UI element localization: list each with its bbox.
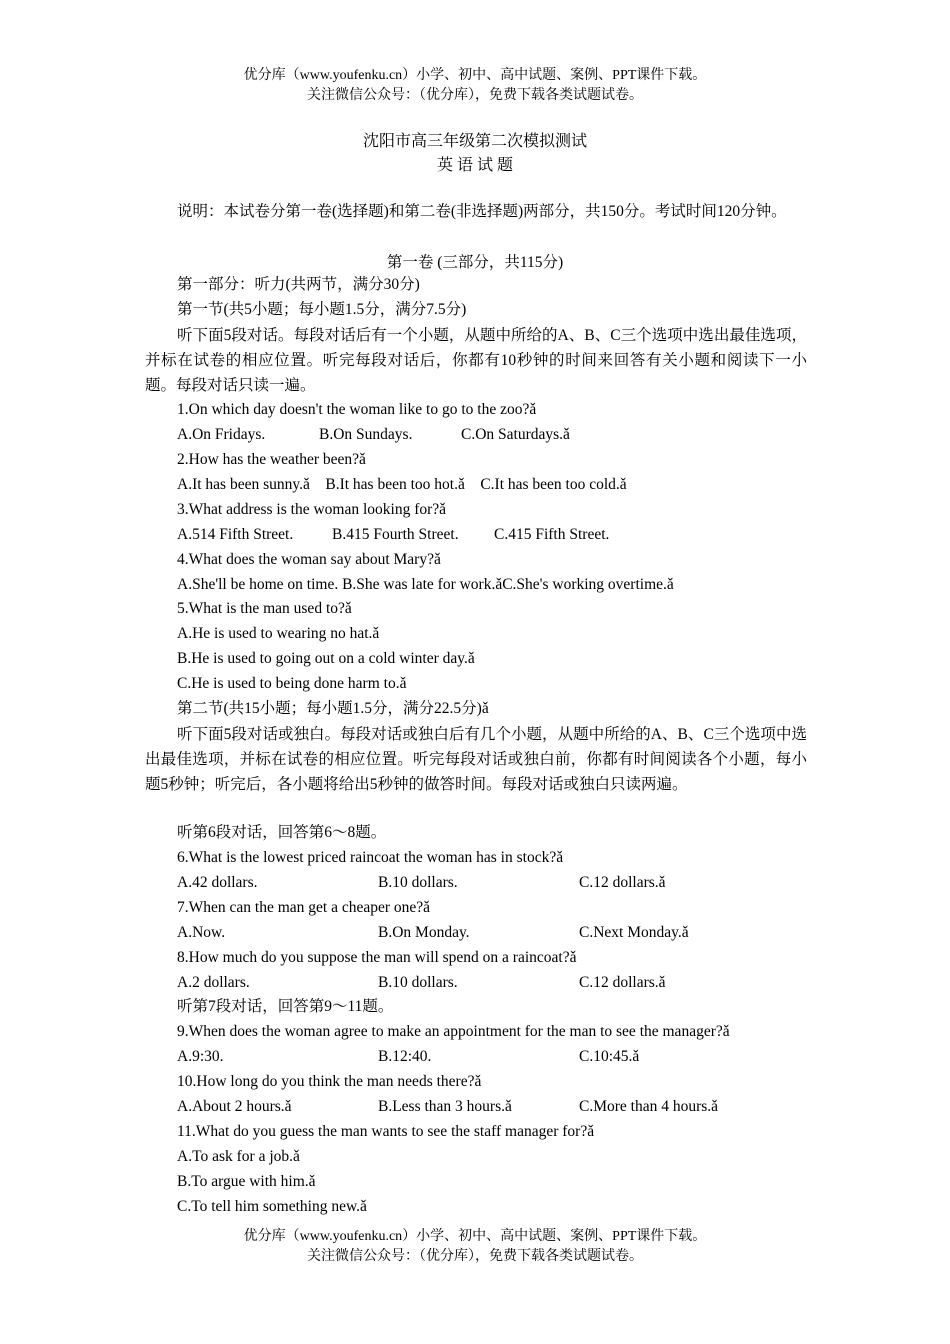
volume-heading: 第一卷 (三部分，共115分): [386, 254, 564, 271]
q10-option-b: B.Less than 3 hours.ǎ: [378, 1098, 512, 1115]
q8-option-c: C.12 dollars.ǎ: [579, 974, 666, 991]
q3-option-b: B.415 Fourth Street.: [332, 526, 459, 543]
dialogue-7-heading: 听第7段对话，回答第9～11题。: [177, 998, 394, 1015]
q10-option-a: A.About 2 hours.ǎ: [177, 1098, 292, 1115]
header-line-2: 关注微信公众号：（优分库），免费下载各类试题试卷。: [307, 88, 643, 103]
question-6: 6.What is the lowest priced raincoat the woman has in stock?ǎ: [177, 849, 564, 866]
question-7: 7.When can the man get a cheaper one?ǎ: [177, 899, 431, 916]
q8-option-a: A.2 dollars.: [177, 974, 250, 991]
q11-option-a: A.To ask for a job.ǎ: [177, 1148, 300, 1165]
exam-subtitle: 英 语 试 题: [436, 157, 513, 174]
section2-instructions: 听下面5段对话或独白。每段对话或独白后有几个小题，从题中所给的A、B、C三个选项中选出最佳选项，并标在试卷的相应位置。听完每段对话或独白前，你都有时间阅读各个小题，每小题5秒钟；听完后，各小题将给出5秒钟的做答时间。每段对话或独白只读两遍。: [145, 726, 807, 793]
section2-heading: 第二节(共15小题；每小题1.5分，满分22.5分)ǎ: [177, 700, 489, 717]
section1-heading: 第一节(共5小题；每小题1.5分，满分7.5分): [177, 301, 467, 318]
q5-option-a: A.He is used to wearing no hat.ǎ: [177, 625, 380, 642]
q7-option-b: B.On Monday.: [378, 924, 470, 941]
question-11: 11.What do you guess the man wants to see the staff manager for?ǎ: [177, 1123, 595, 1140]
q5-option-b: B.He is used to going out on a cold winter day.ǎ: [177, 650, 475, 667]
q2-options: A.It has been sunny.ǎ B.It has been too hot.ǎ C.It has been too cold.ǎ: [177, 476, 627, 493]
question-1: 1.On which day doesn't the woman like to go to the zoo?ǎ: [177, 401, 537, 418]
part1-heading: 第一部分：听力(共两节，满分30分): [177, 276, 420, 293]
question-5: 5.What is the man used to?ǎ: [177, 600, 352, 617]
header-line-1: 优分库（www.youfenku.cn）小学、初中、高中试题、案例、PPT课件下载。: [243, 68, 707, 83]
question-4: 4.What does the woman say about Mary?ǎ: [177, 551, 441, 568]
q4-options: A.She'll be home on time. B.She was late for work.ǎC.She's working overtime.ǎ: [177, 576, 674, 593]
q7-option-a: A.Now.: [177, 924, 226, 941]
q5-option-c: C.He is used to being done harm to.ǎ: [177, 675, 407, 692]
q3-option-a: A.514 Fifth Street.: [177, 526, 294, 543]
q6-option-a: A.42 dollars.: [177, 874, 258, 891]
question-3: 3.What address is the woman looking for?ǎ: [177, 501, 447, 518]
dialogue-6-heading: 听第6段对话，回答第6～8题。: [177, 824, 387, 841]
q3-option-c: C.415 Fifth Street.: [494, 526, 610, 543]
q1-option-c: C.On Saturdays.ǎ: [461, 426, 570, 443]
q6-option-c: C.12 dollars.ǎ: [579, 874, 666, 891]
q6-option-b: B.10 dollars.: [378, 874, 458, 891]
exam-instructions: 说明：本试卷分第一卷(选择题)和第二卷(非选择题)两部分，共150分。考试时间120分钟。: [177, 203, 787, 220]
question-8: 8.How much do you suppose the man will spend on a raincoat?ǎ: [177, 949, 577, 966]
exam-title: 沈阳市高三年级第二次模拟测试: [362, 133, 587, 150]
question-2: 2.How has the weather been?ǎ: [177, 451, 366, 468]
q11-option-c: C.To tell him something new.ǎ: [177, 1198, 367, 1215]
section1-instructions: 听下面5段对话。每段对话后有一个小题，从题中所给的A、B、C三个选项中选出最佳选项，并标在试卷的相应位置。听完每段对话后，你都有10秒钟的时间来回答有关小题和阅读下一小题。每段对话只读一遍。: [145, 327, 807, 394]
footer-line-2: 关注微信公众号：（优分库），免费下载各类试题试卷。: [307, 1249, 643, 1264]
question-10: 10.How long do you think the man needs there?ǎ: [177, 1073, 482, 1090]
q1-option-b: B.On Sundays.: [319, 426, 413, 443]
q9-option-b: B.12:40.: [378, 1048, 432, 1065]
q9-option-c: C.10:45.ǎ: [579, 1048, 640, 1065]
question-9: 9.When does the woman agree to make an appointment for the man to see the manager?ǎ: [177, 1023, 730, 1040]
footer-line-1: 优分库（www.youfenku.cn）小学、初中、高中试题、案例、PPT课件下载。: [243, 1229, 707, 1244]
q11-option-b: B.To argue with him.ǎ: [177, 1173, 316, 1190]
q10-option-c: C.More than 4 hours.ǎ: [579, 1098, 719, 1115]
q1-option-a: A.On Fridays.: [177, 426, 266, 443]
q8-option-b: B.10 dollars.: [378, 974, 458, 991]
q7-option-c: C.Next Monday.ǎ: [579, 924, 689, 941]
q9-option-a: A.9:30.: [177, 1048, 224, 1065]
